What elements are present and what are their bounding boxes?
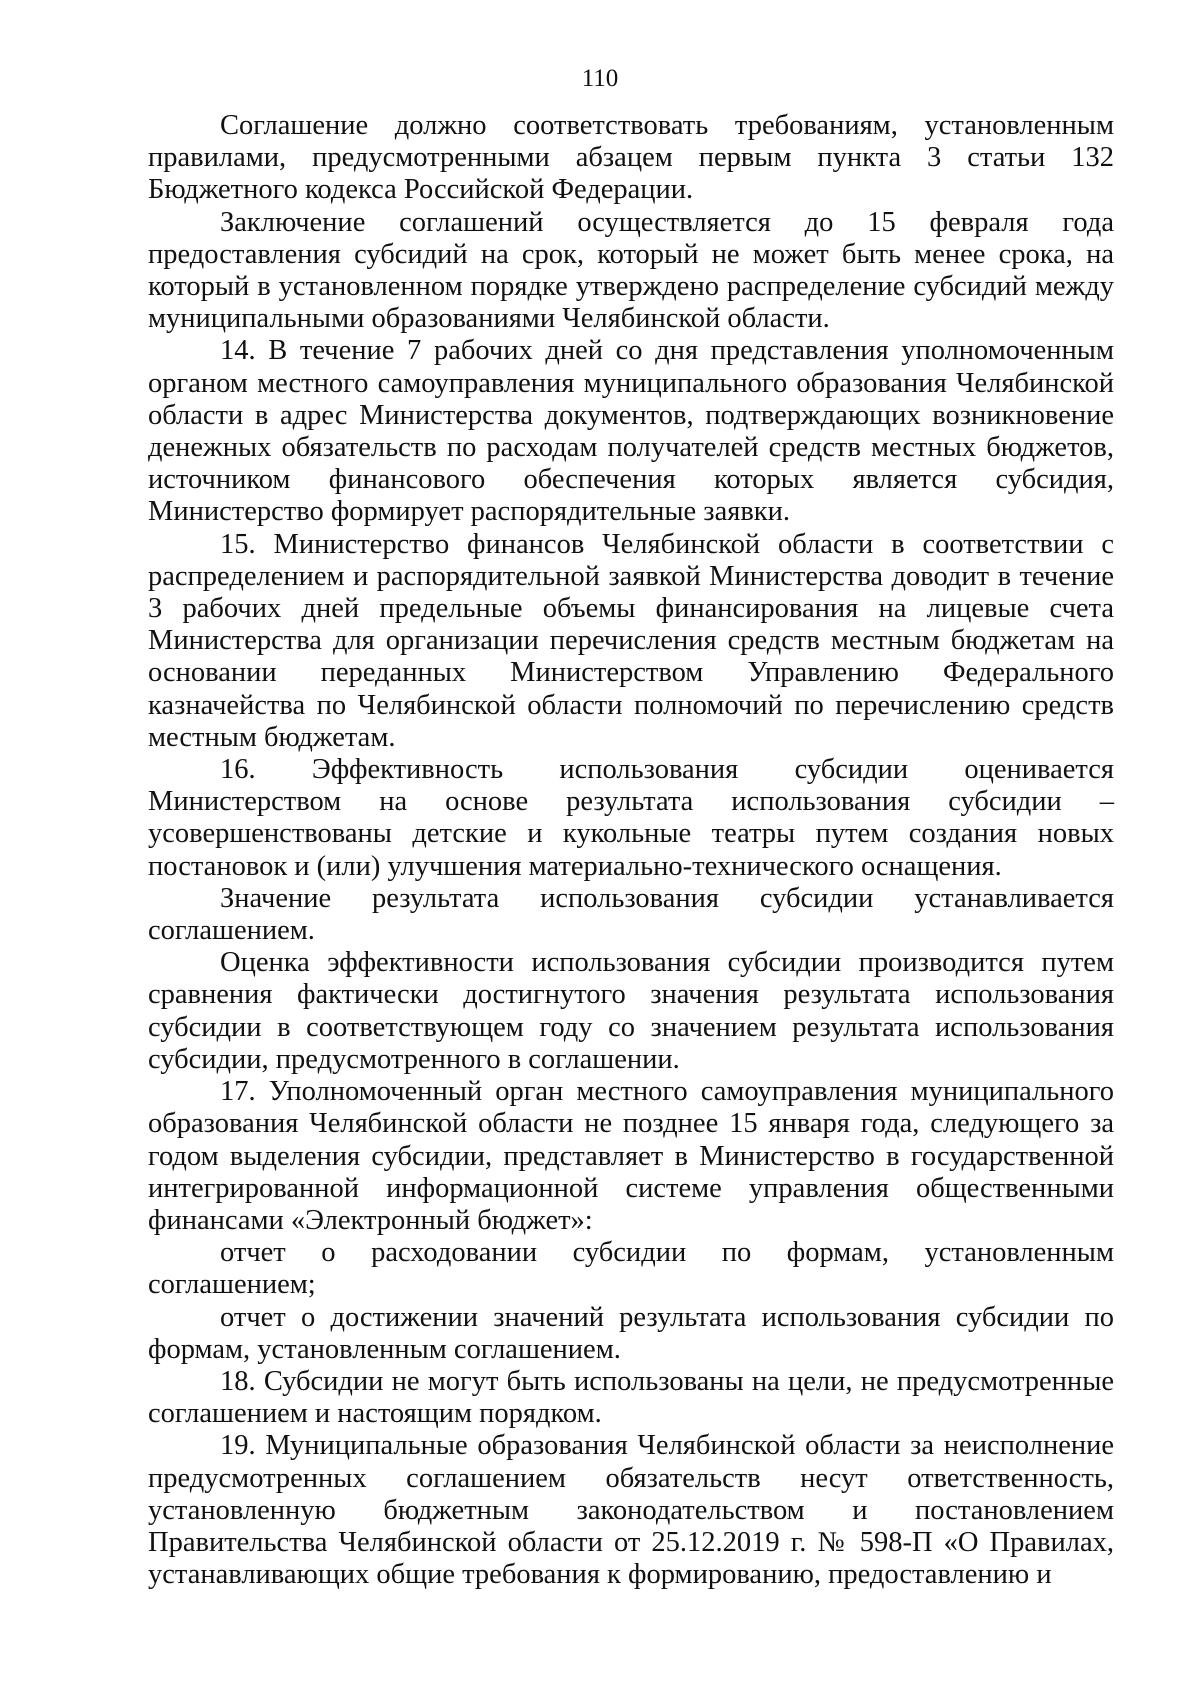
paragraph-result-value: Значение результата использования субсидии устанавливается соглашением. <box>148 882 1114 947</box>
paragraph-item-18: 18. Субсидии не могут быть использованы на цели, не предусмотренные соглашением и настоящим порядком. <box>148 1365 1114 1430</box>
paragraph-item-16: 16. Эффективность использования субсидии оценивается Министерством на основе результата использования субсидии – усовершенствованы детские и кукольные театры путем создания новых постановок и (или) улучшения материально-технического оснащения. <box>148 754 1114 882</box>
paragraph-item-15: 15. Министерство финансов Челябинской области в соответствии с распределением и распорядительной заявкой Министерства доводит в течение 3 рабочих дней предельные объемы финансирования на лицевые счета Министерства для организации перечисления средств местным бюджетам на основании переданных Министерством Управлению Федерального казначейства по Челябинской области полномочий по перечислению средств местным бюджетам. <box>148 528 1114 753</box>
page-number: 110 <box>581 65 619 92</box>
paragraph-results-report: отчет о достижении значений результата использования субсидии по формам, установленным соглашением. <box>148 1301 1114 1365</box>
paragraph-item-14: 14. В течение 7 рабочих дней со дня представления уполномоченным органом местного самоуправления муниципального образования Челябинской области в адрес Министерства документов, подтверждающих возникновение денежных обязательств по расходам получателей средств местных бюджетов, источником финансового обеспечения которых является субсидия, Министерство формирует распорядительные заявки. <box>148 335 1114 528</box>
paragraph-agreement-requirements: Соглашение должно соответствовать требованиям, установленным правилами, предусмотренными абзацем первым пункта 3 статьи 132 Бюджетного кодекса Российской Федерации. <box>148 110 1114 206</box>
paragraph-efficiency-assessment: Оценка эффективности использования субсидии производится путем сравнения фактически достигнутого значения результата использования субсидии в соответствующем году со значением результата использования субсидии, предусмотренного в соглашении. <box>148 947 1114 1075</box>
paragraph-agreement-conclusion: Заключение соглашений осуществляется до 15 февраля года предоставления субсидий на срок, который не может быть менее срока, на который в установленном порядке утверждено распределение субсидий между муниципальными образованиями Челябинской области. <box>148 206 1114 335</box>
paragraph-expenditure-report: отчет о расходовании субсидии по формам, установленным соглашением; <box>148 1237 1114 1301</box>
document-body <box>148 110 1114 1591</box>
paragraph-item-19: 19. Муниципальные образования Челябинской области за неисполнение предусмотренных соглашением обязательств несут ответственность, установленную бюджетным законодательством и постановлением Правительства Челябинской области от 25.12.2019 г. № 598-П «О Правилах, устанавливающих общие требования к формированию, предоставлению и <box>148 1430 1114 1591</box>
paragraph-item-17: 17. Уполномоченный орган местного самоуправления муниципального образования Челябинской области не позднее 15 января года, следующего за годом выделения субсидии, представляет в Министерство в государственной интегрированной информационной системе управления общественными финансами «Электронный бюджет»: <box>148 1076 1114 1236</box>
